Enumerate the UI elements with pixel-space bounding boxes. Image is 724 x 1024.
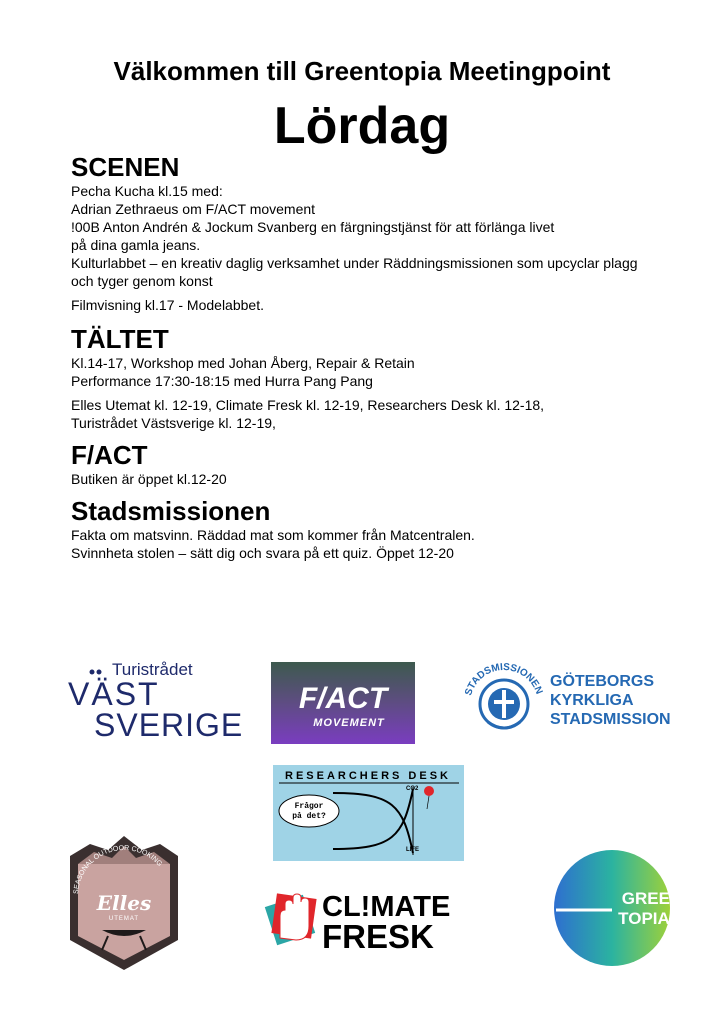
section-body — [71, 182, 691, 314]
stadsmission-ring-text: STADSMISSIONEN — [463, 662, 545, 698]
text-line: Turistrådet Västsverige kl. 12-19, — [71, 415, 276, 431]
paragraph — [71, 396, 691, 432]
welcome-heading: Välkommen till Greentopia Meetingpoint — [113, 56, 611, 86]
section-scenen — [71, 152, 691, 314]
fact-main-text: F/ACT — [298, 682, 388, 715]
vastsverige-logo — [66, 656, 244, 744]
paragraph — [71, 470, 691, 488]
section-heading: SCENEN — [71, 152, 180, 182]
paragraph — [71, 182, 691, 290]
section-heading: Stadsmissionen — [71, 496, 271, 526]
researchers-bubble-line1: Frågor — [294, 802, 324, 811]
researchers-bubble-line2: på det? — [292, 812, 326, 821]
stadsmission-line2: KYRKLIGA — [550, 692, 634, 709]
stadsmission-line1: GÖTEBORGS — [550, 673, 655, 690]
section-stadsmissionen — [71, 496, 691, 562]
stadsmission-line3: STADSMISSION — [550, 711, 671, 728]
text-line: Fakta om matsvinn. Räddad mat som kommer från Matcentralen. — [71, 527, 475, 543]
section-taltet — [71, 324, 691, 432]
fact-logo — [271, 662, 415, 744]
text-line: Svinnheta stolen – sätt dig och svara på ett quiz. Öppet 12-20 — [71, 545, 454, 561]
paragraph — [71, 354, 691, 390]
text-line: !00B Anton Andrén & Jockum Svanberg en färgningstjänst för att förlänga livet — [71, 219, 555, 235]
text-line: Kulturlabbet – en kreativ daglig verksamhet under Räddningsmissionen som upcyclar plagg — [71, 255, 638, 271]
vastsverige-line2: SVERIGE — [94, 707, 244, 743]
section-body — [71, 526, 691, 562]
paragraph — [71, 296, 691, 314]
section-heading: F/ACT — [71, 440, 148, 470]
elles-utemat-logo — [64, 834, 184, 974]
section-body — [71, 354, 691, 432]
stadsmission-logo — [462, 662, 676, 744]
text-line: Adrian Zethraeus om F/ACT movement — [71, 201, 316, 217]
greentopia-logo — [552, 848, 683, 968]
text-line: Pecha Kucha kl.15 med: — [71, 183, 223, 199]
vastsverige-line1: VÄST — [68, 676, 160, 712]
text-line: Elles Utemat kl. 12-19, Climate Fresk kl. 12-19, Researchers Desk kl. 12-18, — [71, 397, 545, 413]
climate-line2: FRESK — [322, 918, 434, 955]
researchers-desk-logo — [273, 765, 464, 861]
section-body — [71, 470, 691, 488]
elles-sub: UTEMAT — [108, 916, 140, 922]
text-line: Filmvisning kl.17 - Modelabbet. — [71, 297, 264, 313]
climate-line1: CL!MATE — [322, 891, 451, 923]
researchers-title: RESEARCHERS DESK — [285, 770, 451, 782]
fact-sub-text: MOVEMENT — [313, 717, 385, 729]
elles-ring-text: SEASONAL OUTDOOR COOKING — [73, 844, 164, 895]
elles-name: Elles — [96, 891, 152, 915]
section-fact — [71, 440, 691, 488]
text-line: Butiken är öppet kl.12-20 — [71, 471, 227, 487]
researchers-life: LIFE — [406, 847, 419, 853]
text-line: Kl.14-17, Workshop med Johan Åberg, Repair & Retain — [71, 355, 415, 371]
text-line: och tyger genom konst — [71, 273, 213, 289]
day-heading: Lördag — [273, 97, 451, 155]
paragraph — [71, 526, 691, 562]
climate-fresk-logo — [266, 882, 466, 954]
greentopia-line1: GREEN — [621, 889, 683, 908]
researchers-co2: CO2 — [406, 786, 419, 792]
vastsverige-small-text: Turistrådet — [112, 660, 193, 679]
text-line: på dina gamla jeans. — [71, 237, 201, 253]
text-line: Performance 17:30-18:15 med Hurra Pang Pang — [71, 373, 373, 389]
section-heading: TÄLTET — [71, 324, 169, 354]
program-content — [71, 152, 691, 568]
greentopia-line2: TOPIA — [618, 909, 670, 928]
